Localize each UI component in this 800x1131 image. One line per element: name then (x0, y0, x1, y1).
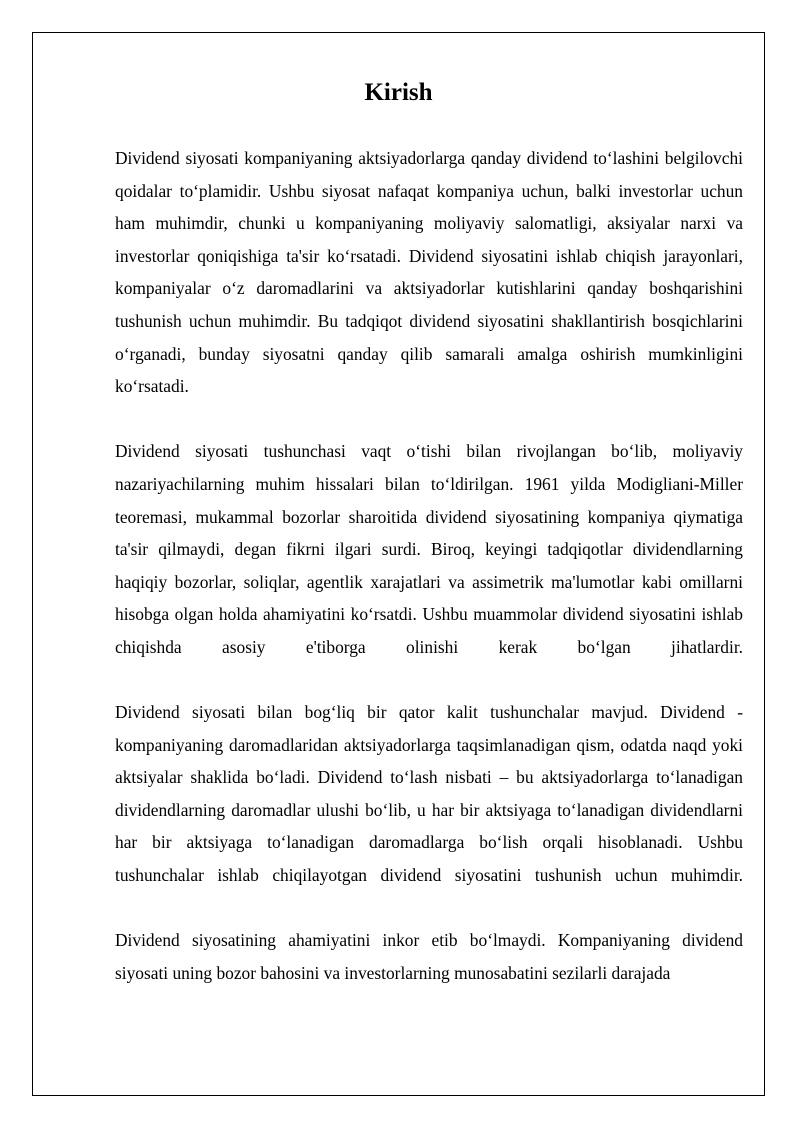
document-page (32, 32, 765, 1096)
paragraph-3: Dividend siyosati bilan bog‘liq bir qator kalit tushunchalar mavjud. Dividend - kompaniyaning daromadlaridan aktsiyadorlarga taqsimlanadigan qism, odatda naqd yoki aktsiyalar shaklida bo‘ladi. Dividend to‘lash nisbati – bu aktsiyadorlarga to‘lanadigan dividendlarning daromadlar ulushi bo‘lib, u har bir aktsiyaga to‘lanadigan dividendlarni har bir aktsiyaga to‘lanadigan daromadlarga bo‘lish orqali hisoblanadi. Ushbu tushunchalar ishlab chiqilayotgan dividend siyosatini tushunish uchun muhimdir. (115, 702, 743, 886)
page-title: Kirish (364, 79, 433, 106)
paragraph-2: Dividend siyosati tushunchasi vaqt o‘tishi bilan rivojlangan bo‘lib, moliyaviy nazariyachilarning muhim hissalari bilan to‘ldirilgan. 1961 yilda Modigliani-Miller teoremasi, mukammal bozorlar sharoitida dividend siyosatining kompaniya qiymatiga ta'sir qilmaydi, degan fikrni ilgari surdi. Biroq, keyingi tadqiqotlar dividendlarning haqiqiy bozorlar, soliqlar, agentlik xarajatlari va assimetrik ma'lumotlar kabi omillarni hisobga olgan holda ahamiyatini ko‘rsatdi. Ushbu muammolar dividend siyosatini ishlab chiqishda asosiy e'tiborga olinishi kerak bo‘lgan jihatlardir. (115, 441, 743, 657)
document-body (115, 142, 743, 1022)
paragraph-4: Dividend siyosatining ahamiyatini inkor etib bo‘lmaydi. Kompaniyaning dividend siyosati uning bozor bahosini va investorlarning munosabatini sezilarli darajada (115, 930, 743, 983)
paragraph-1: Dividend siyosati kompaniyaning aktsiyadorlarga qanday dividend to‘lashini belgilovchi qoidalar to‘plamidir. Ushbu siyosat nafaqat kompaniya uchun, balki investorlar uchun ham muhimdir, chunki u kompaniyaning moliyaviy salomatligi, aksiyalar narxi va investorlar qoniqishiga ta'sir ko‘rsatadi. Dividend siyosatini ishlab chiqish jarayonlari, kompaniyalar o‘z daromadlarini va aktsiyadorlar kutishlarini qanday boshqarishini tushunish uchun muhimdir. Bu tadqiqot dividend siyosatini shakllantirish bosqichlarini o‘rganadi, bunday siyosatni qanday qilib samarali amalga oshirish mumkinligini ko‘rsatadi. (115, 148, 743, 397)
